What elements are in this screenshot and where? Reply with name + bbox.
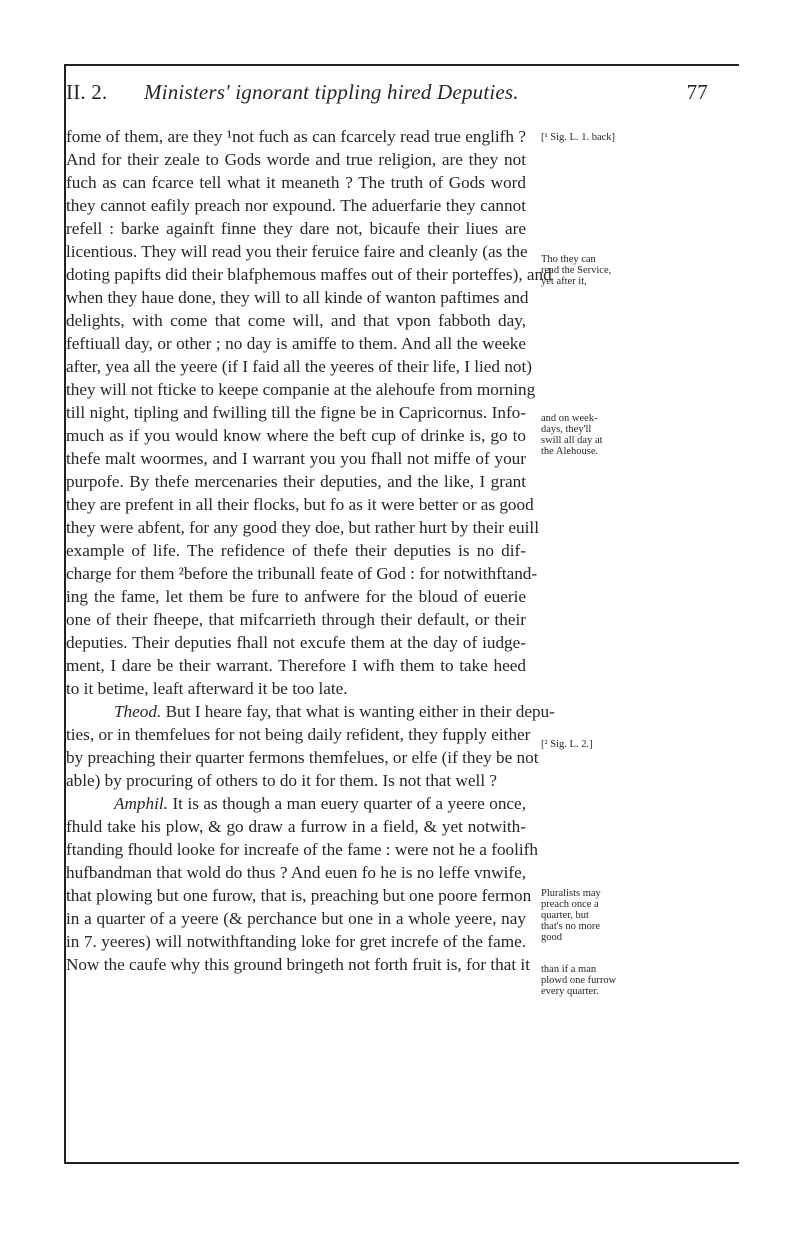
text-line: fome of them, are they ¹not fuch as can fcarcely read true englifh ?	[66, 127, 526, 146]
text-line: one of their fheepe, that mifcarrieth through their default, or their	[66, 610, 526, 629]
text-line: till night, tipling and fwilling till the figne be in Capricornus. Info-	[66, 403, 526, 422]
text-line: doting papifts did their blafphemous maffes out of their porteffes), and	[66, 265, 552, 284]
side-note-furrow: than if a man plowd one furrow every quarter.	[541, 964, 617, 997]
text-line: they are prefent in all their flocks, but fo as it were better or as good	[66, 495, 534, 514]
text-line: Now the caufe why this ground bringeth not forth fruit is, for that it	[66, 955, 530, 974]
text-line: they cannot eafily preach nor expound. The aduerfarie they cannot	[66, 196, 526, 215]
text-line: by preaching their quarter fermons themfelues, or elfe (if they be not	[66, 748, 539, 767]
running-title: Ministers' ignorant tippling hired Deputies.	[144, 80, 519, 104]
side-note-pluralists: Pluralists may preach once a quarter, but that's no more good	[541, 888, 601, 943]
text-line: thefe malt woormes, and I warrant you you fhall not miffe of your	[66, 449, 526, 468]
side-note-service: Tho they can read the Service, yet after it,	[541, 254, 612, 287]
side-note-alehouse: and on week- days, they'll swill all day at the Alehouse.	[541, 413, 603, 457]
side-note-sig-l1: [¹ Sig. L. 1. back]	[541, 132, 616, 143]
text-line: Theod. But I heare fay, that what is wanting either in their depu-	[114, 702, 555, 721]
text-line: licentious. They will read you their feruice faire and cleanly (as the	[66, 242, 528, 261]
text-line: refell : barke againft finne they dare not, bicaufe their liues are	[66, 219, 526, 238]
side-note-sig-l2: [² Sig. L. 2.]	[541, 739, 593, 750]
text-line: able) by procuring of others to do it for them. Is not that well ?	[66, 771, 498, 790]
text-line: fuch as can fcarce tell what it meaneth ? The truth of Gods word	[66, 173, 526, 192]
text-line: Amphil. It is as though a man euery quarter of a yeere once,	[114, 794, 526, 813]
page-number: 77	[686, 80, 708, 104]
speaker-name: Amphil.	[114, 794, 168, 813]
running-header	[66, 80, 736, 114]
text-line: ment, I dare be their warrant. Therefore I wifh them to take heed	[66, 656, 526, 675]
text-line: example of life. The refidence of thefe their deputies is no dif-	[66, 541, 526, 560]
text-line: ties, or in themfelues for not being daily refident, they fupply either	[66, 725, 531, 744]
text-line: ftanding fhould looke for increafe of the fame : were not he a foolifh	[66, 840, 538, 859]
text-line: charge for them ²before the tribunall feate of God : for notwithftand-	[66, 564, 538, 583]
bottom-rule	[64, 1162, 739, 1164]
text-line: hufbandman that wold do thus ? And euen fo he is no leffe vnwife,	[66, 863, 526, 882]
top-rule	[64, 64, 739, 66]
text-line: they will not fticke to keepe companie at the alehoufe from morning	[66, 380, 536, 399]
text-line: delights, with come that come will, and that vpon fabboth day,	[66, 311, 526, 330]
text-line: in a quarter of a yeere (& perchance but one in a whole yeere, nay	[66, 909, 526, 928]
text-line: feftiuall day, or other ; no day is amiffe to them. And all the weeke	[66, 334, 526, 353]
text-line: in 7. yeeres) will notwithftanding loke for gret increfe of the fame.	[66, 932, 526, 951]
text-line: to it betime, leaft afterward it be too late.	[66, 679, 348, 698]
text-line: much as if you would know where the beft cup of drinke is, go to	[66, 426, 526, 445]
section-reference: II. 2.	[66, 80, 108, 104]
text-line: deputies. Their deputies fhall not excufe them at the day of iudge-	[66, 633, 526, 652]
body-text	[66, 125, 555, 976]
text-line: after, yea all the yeere (if I faid all the yeeres of their life, I lied not)	[66, 357, 533, 376]
text-line: fhuld take his plow, & go draw a furrow in a field, & yet notwith-	[66, 817, 526, 836]
text-line: that plowing but one furow, that is, preaching but one poore fermon	[66, 886, 532, 905]
text-line: purpofe. By thefe mercenaries their deputies, and the like, I grant	[66, 472, 526, 491]
speaker-name: Theod.	[114, 702, 162, 721]
text-line: they were abfent, for any good they doe, but rather hurt by their euill	[66, 518, 539, 537]
text-line: ing the fame, let them be fure to anfwere for the bloud of euerie	[66, 587, 526, 606]
text-line: when they haue done, they will to all kinde of wanton paftimes and	[66, 288, 529, 307]
text-line: And for their zeale to Gods worde and true religion, are they not	[66, 150, 526, 169]
